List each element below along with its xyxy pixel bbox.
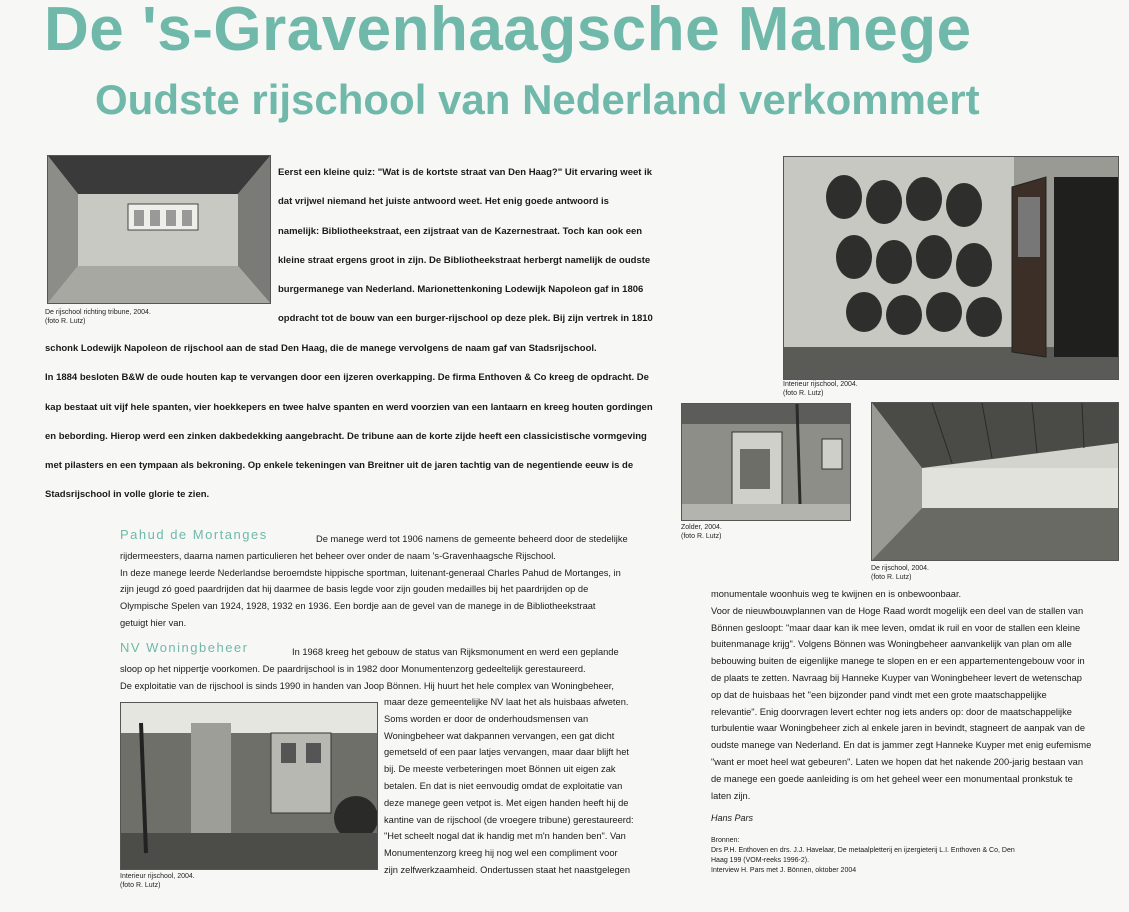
- intro-text-wide: schonk Lodewijk Napoleon de rijschool aan de stad Den Haag, die de manege vervolgens de naam gaf van Stadsrijschool. In 1884 besloten B&W de oude houten kap te vervangen door een ijzeren overkapping. De firma Enthoven & Co kreeg de opdracht. De kap bestaat uit vijf hele spanten, vier hoekkepers en twee halve spanten en werd voorzien van een lantaarn en kreeg houten gordingen en bebording. Hierop werd een zinken dakbedekking aangebracht. De tribune aan de korte zijde heeft een classicistische vormgeving met pilasters en een tympaan als bekroning. Op enkele tekeningen van Breitner uit de jaren tachtig van de negentiende eeuw is de Stadsrijschool in volle glorie te zien.: [45, 343, 653, 501]
- section-heading: NV Woningbeheer: [120, 640, 249, 655]
- photo-riding-school: [871, 402, 1119, 561]
- page-subtitle: Oudste rijschool van Nederland verkommert: [95, 76, 980, 123]
- photo-saddles-interior: [783, 156, 1119, 380]
- right-column-text: monumentale woonhuis weg te kwijnen en is onbewoonbaar. Voor de nieuwbouwplannen van de Hoge Raad wordt mogelijk een deel van de stallen van Bönnen gesloopt: "maar daar kan ik mee leven, omdat ik ruil en voor de stallen een kleine buitenmanage krijg". Volgens Bönnen was Woningbeheer aanvankelijk van plan om alle bebouwing buiten de eigenlijke manege te slopen en er een appartementengebouw voor in de plaats te zetten. Navraag bij Hanneke Kuyper van Woningbeheer levert de wetenschap op dat de huisbaas het "een bijzonder pand vindt met een grote maatschappelijke relevantie". Enig doorvragen levert echter nog iets anders op: door de maatschappelijke turbulentie waar Woningbeheer zich al enkele jaren in bevindt, stagneert de aanpak van de oudste manege van Nederland. En dat is jammer zegt Hanneke Kuyper met enig eufemisme "want er moet heel wat gebeuren". Laten we hopen dat het nakende 200-jarig bestaan van de manege een goede aanleiding is om het geheel weer een monumentaal pronkstuk te laten zijn.: [711, 589, 1092, 801]
- section2-text: In 1968 kreeg het gebouw de status van Rijksmonument en werd een geplande sloop op het nippertje voorkomen. De paardrijschool is in 1982 door Monumentenzorg gedeeltelijk gerestaureerd. De exploitatie van de rijschool is sinds 1990 in handen van Joop Bönnen. Hij huurt het hele complex van Woningbeheer,: [120, 647, 619, 691]
- photo-caption: De rijschool richting tribune, 2004. (foto R. Lutz): [45, 309, 151, 325]
- photo-caption: Zolder, 2004. (foto R. Lutz): [681, 524, 722, 540]
- intro-text-narrow: Eerst een kleine quiz: "Wat is de kortste straat van Den Haag?" Uit ervaring weet ik dat vrijwel niemand het juiste antwoord weet. Het enig goede antwoord is namelijk: Bibliotheekstraat, een zijstraat van de Kazernestraat. Toch kan ook een kleine straat ergens groot in zijn. De Bibliotheekstraat herbergt namelijk de oudste burgermanege van Nederland. Marionettenkoning Lodewijk Napoleon gaf in 1806 opdracht tot de bouw van een burger-rijschool op deze plek. Bij zijn vertrek in 1810: [278, 167, 653, 325]
- photo-caption: Interieur rijschool, 2004. (foto R. Lutz): [120, 873, 195, 889]
- page-title: De 's-Gravenhaagsche Manege: [44, 0, 972, 64]
- photo-interior-machinery: [120, 702, 378, 870]
- author-name: Hans Pars: [711, 813, 754, 823]
- section2-text-narrow: maar deze gemeentelijke NV laat het als huisbaas afweten. Soms worden er door de onderhoudsmensen van Woningbeheer wat dakpannen vervangen, een gat dicht gemetseld of een paar latjes vervangen, maar daar blijft het bij. De meeste verbeteringen moet Bönnen uit eigen zak betalen. En dat is niet eenvoudig omdat de exploitatie van deze manege geen vetpot is. Met eigen handen heeft hij de kantine van de rijschool (de vroegere tribune) gerestaureerd: "Het scheelt nogal dat ik handig met m'n handen ben". Van Monumentenzorg kreeg hij nog wel een compliment voor zijn zelfwerkzaamheid. Ondertussen staat het naastgelegen: [384, 697, 634, 875]
- sources: Bronnen: Drs P.H. Enthoven en drs. J.J. Havelaar, De metaalpletterij en ijzergieterij L.I. Enthoven & Co, Den Haag 199 (VOM-reeks 1996-2). Interview H. Pars met J. Bönnen, oktober 2004: [711, 837, 1015, 874]
- section1-text: De manege werd tot 1906 namens de gemeente beheerd door de stedelijke rijdermeesters, daarna namen particulieren het beheer over onder de naam 's-Gravenhaagsche Rijschool. In deze manege leerde Nederlandse beroemdste hippische sportman, luitenant-generaal Charles Pahud de Mortanges, in zijn jeugd zó goed paardrijden dat hij daarmee de basis legde voor zijn gouden medailles bij het paardrijden op de Olympische Spelen van 1924, 1928, 1932 en 1936. Een bordje aan de gevel van de manege in de Bibliotheekstraat getuigt hier van.: [120, 534, 628, 628]
- section-heading: Pahud de Mortanges: [120, 527, 268, 542]
- photo-riding-hall-tribune: [47, 155, 271, 304]
- photo-attic: [681, 403, 851, 521]
- photo-caption: Interieur rijschool, 2004. (foto R. Lutz): [783, 381, 858, 397]
- photo-caption: De rijschool, 2004. (foto R. Lutz): [871, 565, 929, 581]
